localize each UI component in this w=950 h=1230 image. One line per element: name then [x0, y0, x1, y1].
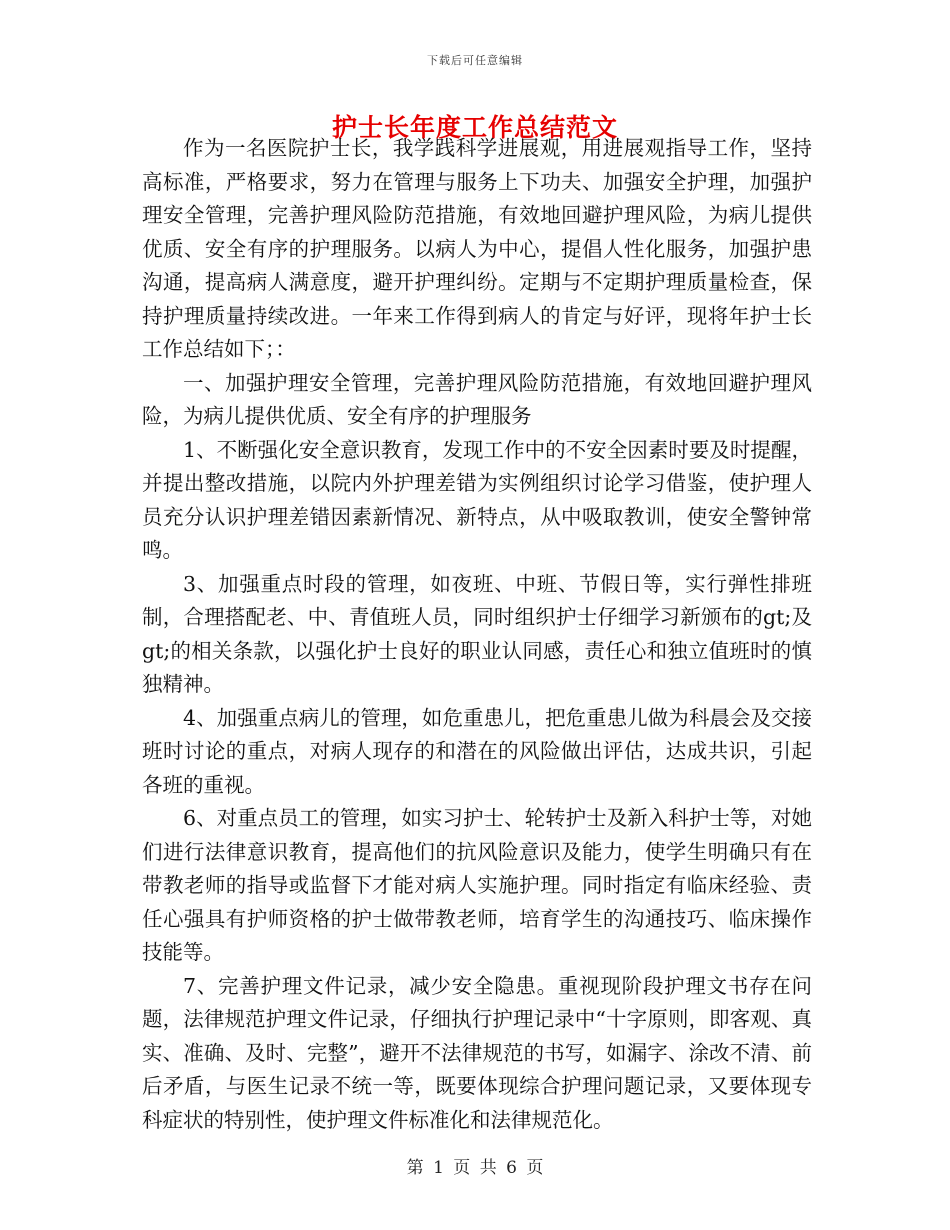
- header-note: 下载后可任意编辑: [427, 54, 523, 67]
- document-body: [142, 132, 812, 1137]
- paragraph-item-4: 4、加强重点病儿的管理，如危重患儿，把危重患儿做为科晨会及交接班时讨论的重点，对病人现存的和潜在的风险做出评估，达成共识，引起各班的重视。: [142, 705, 812, 797]
- paragraph-item-7: 7、完善护理文件记录，减少安全隐患。重视现阶段护理文书存在问题，法律规范护理文件记录，仔细执行护理记录中“十字原则，即客观、真实、准确、及时、完整”，避开不法律规范的书写，如漏字、涂改不清、前后矛盾，与医生记录不统一等，既要体现综合护理问题记录，又要体现专科症状的特别性，使护理文件标准化和法律规范化。: [142, 973, 812, 1132]
- paragraph-item-1: 1、不断强化安全意识教育，发现工作中的不安全因素时要及时提醒，并提出整改措施，以院内外护理差错为实例组织讨论学习借鉴，使护理人员充分认识护理差错因素新情况、新特点，从中吸取教训，使安全警钟常鸣。: [142, 437, 812, 562]
- page-number: 第 1 页 共 6 页: [406, 1158, 544, 1178]
- document-title: 护士长年度工作总结范文: [331, 113, 618, 142]
- paragraph-item-3: 3、加强重点时段的管理，如夜班、中班、节假日等，实行弹性排班制，合理搭配老、中、青值班人员，同时组织护士仔细学习新颁布的gt;及gt;的相关条款，以强化护士良好的职业认同感，责任心和独立值班时的慎独精神。: [142, 571, 812, 696]
- paragraph-item-6: 6、对重点员工的管理，如实习护士、轮转护士及新入科护士等，对她们进行法律意识教育，提高他们的抗风险意识及能力，使学生明确只有在带教老师的指导或监督下才能对病人实施护理。同时指定有临床经验、责任心强具有护师资格的护士做带教老师，培育学生的沟通技巧、临床操作技能等。: [142, 806, 812, 964]
- paragraph-section-1: 一、加强护理安全管理，完善护理风险防范措施，有效地回避护理风险，为病儿提供优质、安全有序的护理服务: [142, 370, 812, 428]
- paragraph-intro: 作为一名医院护士长，我学践科学进展观，用进展观指导工作，坚持高标准，严格要求，努力在管理与服务上下功夫、加强安全护理，加强护理安全管理，完善护理风险防范措施，有效地回避护理风险，为病儿提供优质、安全有序的护理服务。以病人为中心，提倡人性化服务，加强护患沟通，提高病人满意度，避开护理纠纷。定期与不定期护理质量检查，保持护理质量持续改进。一年来工作得到病人的肯定与好评，现将年护士长工作总结如下；：: [142, 136, 812, 361]
